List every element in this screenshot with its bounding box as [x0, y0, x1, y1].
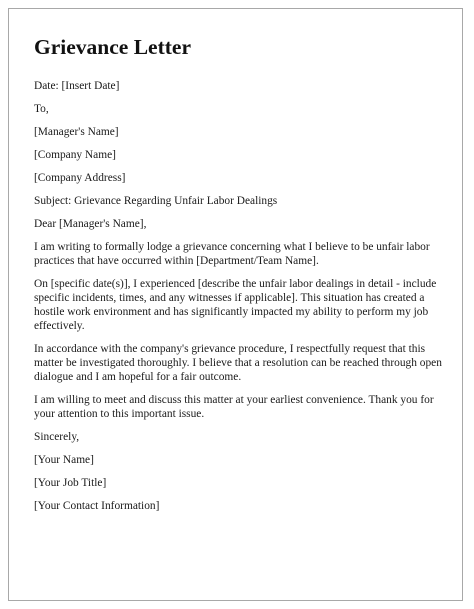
date-line: Date: [Insert Date] [34, 80, 120, 92]
signature-contact-info: [Your Contact Information] [34, 500, 160, 512]
subject-line: Subject: Grievance Regarding Unfair Labor Dealings [34, 195, 278, 207]
signature-job-title: [Your Job Title] [34, 477, 107, 489]
body-paragraph-closing: I am willing to meet and discuss this matter at your earliest convenience. Thank you for your attention to this important issue. [34, 394, 434, 420]
letter-content [34, 33, 442, 522]
company-name: [Company Name] [34, 149, 116, 161]
closing-line: Sincerely, [34, 431, 80, 443]
letter-title: Grievance Letter [34, 35, 191, 59]
manager-name: [Manager's Name] [34, 126, 119, 138]
salutation: Dear [Manager's Name], [34, 218, 147, 230]
body-paragraph-request: In accordance with the company's grievance procedure, I respectfully request that this matter be investigated thoroughly. I believe that a resolution can be reached through open dialogue and I am hopeful for a fair outcome. [34, 343, 442, 383]
signature-name: [Your Name] [34, 454, 94, 466]
company-address: [Company Address] [34, 172, 126, 184]
letter-page [8, 8, 463, 601]
to-line: To, [34, 103, 49, 115]
body-paragraph-details: On [specific date(s)], I experienced [describe the unfair labor dealings in detail - include specific incidents, times, and any witnesses if applicable]. This situation has created a hostile work environment and has significantly impacted my ability to perform my job effectively. [34, 278, 437, 332]
body-paragraph-intro: I am writing to formally lodge a grievance concerning what I believe to be unfair labor practices that have occurred within [Department/Team Name]. [34, 241, 430, 267]
